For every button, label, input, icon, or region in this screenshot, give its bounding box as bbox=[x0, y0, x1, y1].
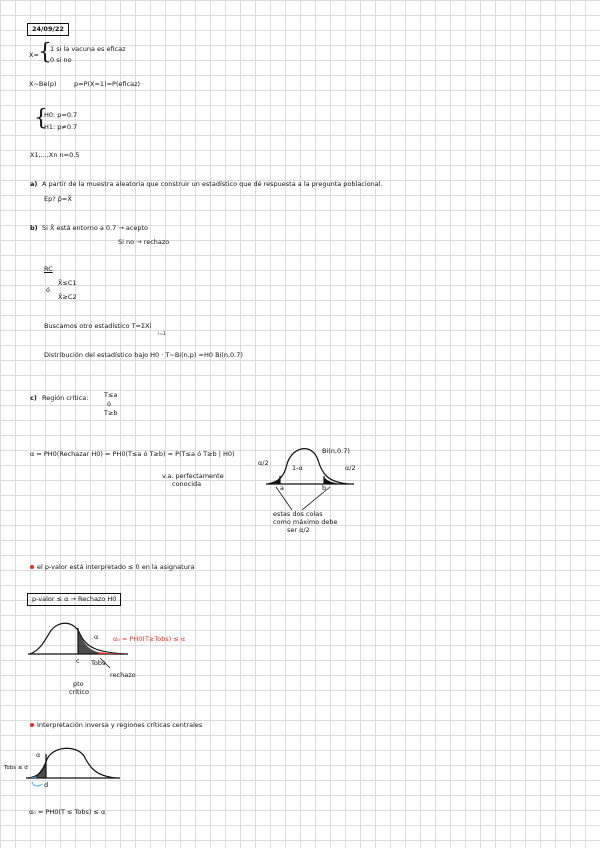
hyp-brace: { bbox=[34, 106, 48, 131]
tobs-arrow bbox=[32, 782, 42, 786]
def-case1: 1 si la vacuna es eficaz bbox=[50, 45, 126, 53]
fig1-a: a bbox=[280, 484, 284, 492]
pvalue-note bbox=[30, 564, 195, 571]
alpha-left-shading bbox=[36, 760, 46, 778]
part-b-line2: Si no → rechazo bbox=[118, 238, 170, 246]
dist-lhs: X~Be(p) bbox=[29, 80, 57, 88]
left-tail-figure bbox=[26, 742, 126, 782]
pvalue-box: p-valor ≤ α → Rechazo H0 bbox=[27, 593, 121, 606]
alpha-eq: α = PH0(Rechazar H0) = PH0(T≤a ó T≥b) = P(T≤a ó T≥b | H0) bbox=[30, 450, 235, 458]
def-case2: 0 si no bbox=[50, 56, 72, 64]
def-lhs: X= bbox=[29, 51, 39, 59]
date-label: 24/09/22 bbox=[27, 23, 69, 36]
part-c-text: Región crítica: bbox=[42, 394, 89, 402]
fig2-pval: α₀ = PH0(T≥Tobs) ≤ α bbox=[113, 635, 186, 643]
hyp-h1: H1: p≠0.7 bbox=[44, 123, 78, 131]
bullet-dot-icon bbox=[30, 565, 34, 569]
part-b-stat: Buscamos otro estadístico T=ΣXi bbox=[44, 322, 152, 330]
part-c-t1: T≤a bbox=[104, 391, 118, 399]
fig2-alpha: α bbox=[94, 633, 99, 641]
bullet-dot-icon-2 bbox=[30, 723, 34, 727]
inverse-note bbox=[30, 722, 202, 729]
fig1-b: b bbox=[322, 484, 327, 492]
dist-rhs: p=P(X=1)=P(eficaz) bbox=[74, 80, 141, 88]
fig1-note-b3: ser α/2 bbox=[287, 526, 310, 534]
fig2-c-note2: crítico bbox=[69, 688, 89, 696]
part-b-rc: RC bbox=[44, 265, 53, 273]
fig2-c-note1: pto bbox=[73, 680, 84, 688]
fig3-bottom: α₀ = PH0(T ≤ Tobs) ≤ α bbox=[29, 808, 106, 816]
fig1-note-b1: estas dos colas bbox=[273, 510, 323, 518]
fig3-d: d bbox=[44, 781, 49, 789]
part-a-label: a) bbox=[30, 180, 38, 188]
part-a-text: A partir de la muestra aleatoria que construir un estadístico que dé respuesta a la pregunta poblacional. bbox=[42, 180, 383, 188]
pvalue-note-text: el p-valor está interpretado ≤ 0 en la asignatura bbox=[37, 563, 195, 571]
part-b-cond1: X̄≤C1 bbox=[58, 279, 77, 287]
fig1-mid: 1-α bbox=[292, 464, 303, 472]
part-b-stat-sub: i=1 bbox=[158, 332, 166, 337]
part-a-sub: Ep? p̂=X̄ bbox=[44, 195, 72, 203]
note-arrow-left bbox=[276, 484, 292, 510]
part-b-label: b) bbox=[30, 224, 38, 232]
part-b-cond2: X̄≥C2 bbox=[58, 293, 77, 301]
fig1-curve-label: Bi(n,0.7) bbox=[322, 447, 350, 455]
part-b-o: ó bbox=[46, 286, 50, 294]
fig3-tobs-eq: Tobs ≤ d bbox=[4, 765, 28, 771]
fig2-tobs: Tobs bbox=[91, 659, 106, 667]
sample-line: X1,...,Xn n=0.5 bbox=[30, 151, 80, 159]
fig2-rechazo: rechazo bbox=[110, 671, 136, 679]
fig1-note-b2: como máximo debe bbox=[273, 518, 338, 526]
part-c-o: ó bbox=[107, 400, 111, 408]
alpha-note1: v.a. perfectamente bbox=[162, 472, 224, 480]
inverse-note-text: Interpretación inversa y regiones críticas centrales bbox=[37, 721, 203, 729]
part-b-distline: Distribución del estadístico bajo H0 · T~Bi(n,p) =H0 Bi(n,0.7) bbox=[44, 351, 243, 359]
part-c-t2: T≥b bbox=[104, 409, 118, 417]
part-c-label: c) bbox=[30, 394, 37, 402]
fig1-left-tail: α/2 bbox=[258, 459, 269, 467]
def-brace: { bbox=[38, 40, 52, 65]
fig1-right-tail: α/2 bbox=[345, 464, 356, 472]
alpha-note2: conocida bbox=[172, 480, 202, 488]
part-b-line1: Si X̄ está entorno a 0.7 → acepto bbox=[42, 224, 149, 232]
fig3-alpha: α bbox=[36, 751, 41, 759]
fig2-c: c bbox=[76, 657, 80, 665]
hyp-h0: H0: p=0.7 bbox=[44, 111, 78, 119]
